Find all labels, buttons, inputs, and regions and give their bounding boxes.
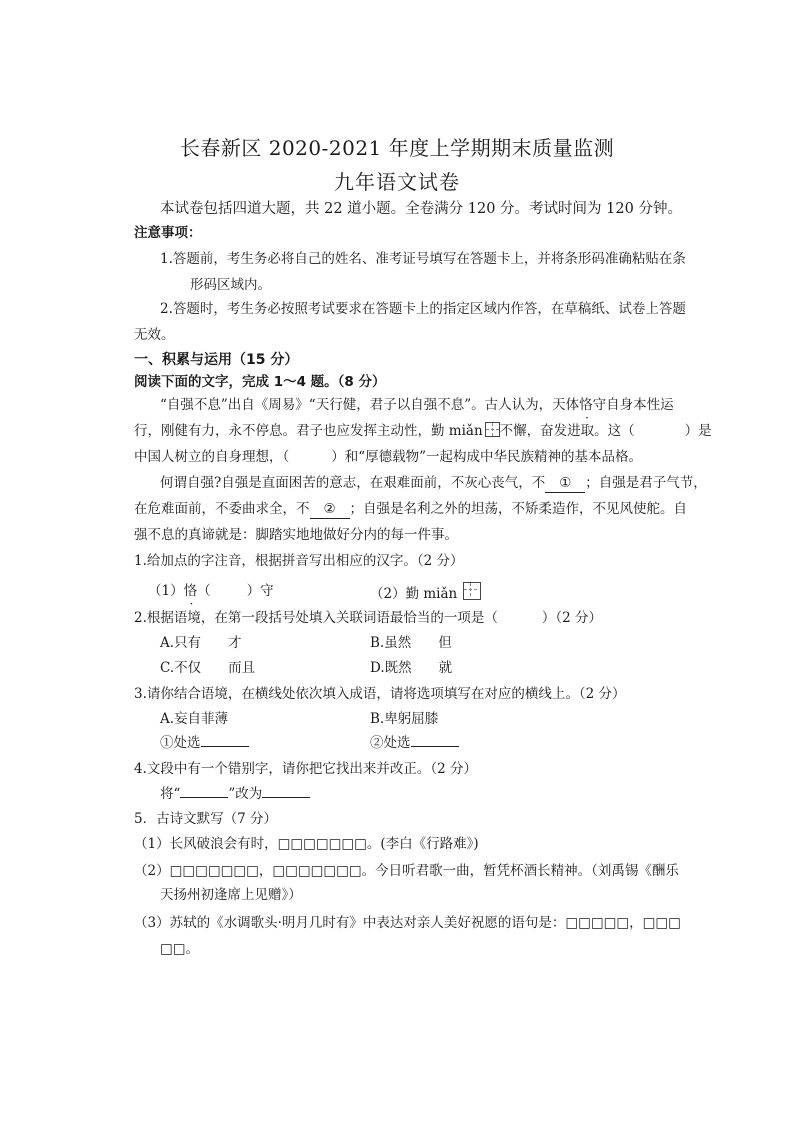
passage-p2-line1: 何谓自强?自强是直面困苦的意志，在艰难面前，不灰心丧气，不 ① ；自强是君子气节，: [160, 475, 707, 491]
exam-intro: 本试卷包括四道大题，共 22 道小题。全卷满分 120 分。考试时间为 120 分钟。: [160, 201, 682, 217]
dotted-char: 恪: [579, 397, 593, 413]
exam-subtitle: 九年语文试卷: [334, 170, 460, 194]
q5-sub-2: （2）□□□□□□□，□□□□□□□。今日听君歌一曲，暂凭杯酒长精神。（刘禹锡《酬乐: [134, 863, 679, 879]
q1-part-b: （2）勤 miǎn: [370, 582, 481, 603]
writing-grid-icon: [485, 422, 500, 437]
q2-option-d: D.既然 就: [370, 660, 453, 676]
q2-option-c: C.不仅 而且: [160, 660, 256, 676]
notice-item-1: 1.答题前，考生务必将自己的姓名、准考证号填写在答题卡上，并将条形码准确粘贴在条: [160, 251, 686, 267]
q3-fill-2: ②处选: [370, 734, 459, 752]
q1-part-a: （1）恪（ ）守: [148, 583, 274, 599]
exam-title: 长春新区 2020-2021 年度上学期期末质量监测: [179, 136, 615, 160]
q2-option-b: B.虽然 但: [370, 635, 452, 651]
q4-stem: 4.文段中有一个错别字，请你把它找出来并改正。（2 分）: [134, 761, 478, 777]
q3-option-a: A.妄自菲薄: [160, 711, 229, 727]
passage-p1-line2: 行，刚健有力，永不停息。君子也应发挥主动性，勤 miǎn 不懈，奋发进取。这（ ）是: [134, 423, 712, 439]
q5-stem: 5．古诗文默写（7 分）: [134, 811, 277, 827]
passage-p2-line3: 强不息的真谛就是：脚踏实地地做好分内的每一件事。: [134, 527, 458, 543]
notice-heading: 注意事项：: [134, 225, 202, 241]
q3-fill-1: ①处选: [160, 734, 249, 752]
writing-grid-icon: [463, 582, 481, 600]
q5-sub-2-cont: 天扬州初逢席上见赠》）: [160, 887, 302, 903]
notice-item-2: 2.答题时，考生务必按照考试要求在答题卡上的指定区域内作答，在草稿纸、试卷上答题: [160, 301, 686, 317]
passage-p1-line1: “自强不息”出自《周易》“天行健，君子以自强不息”。古人认为，天体恪守自身本性运: [160, 397, 674, 413]
notice-item-1-cont: 形码区域内。: [190, 277, 271, 293]
q3-option-b: B.卑躬屈膝: [370, 711, 439, 727]
q5-sub-3-cont: □□。: [160, 941, 200, 957]
q5-sub-3: （3）苏轼的《水调歌头·明月几时有》中表达对亲人美好祝愿的语句是：□□□□□，□□□: [134, 915, 681, 931]
passage-p1-line3: 中国人树立的自身理想，（ ）和“厚德载物”一起构成中华民族精神的基本品格。: [134, 449, 643, 465]
passage-p2-line2: 在危难面前，不委曲求全，不 ② ；自强是名利之外的坦荡，不矫柔造作，不见风使舵。自: [134, 501, 687, 517]
q2-option-a: A.只有 才: [160, 635, 242, 651]
section-1-instruction: 阅读下面的文字，完成 1～4 题。（8 分）: [134, 374, 386, 390]
q4-fill: 将“ ”改为: [160, 785, 310, 803]
q2-stem: 2.根据语境，在第一段括号处填入关联词语最恰当的一项是（ ）（2 分）: [134, 610, 603, 626]
blank-1: ①: [545, 474, 585, 493]
notice-item-2-cont: 无效。: [134, 327, 175, 343]
q5-sub-1: （1）长风破浪会有时，□□□□□□□。(李白《行路难》): [134, 836, 479, 852]
section-1-heading: 一、积累与运用（15 分）: [134, 352, 299, 368]
blank-2: ②: [310, 500, 350, 519]
q1-stem: 1.给加点的字注音，根据拼音写出相应的汉字。（2 分）: [134, 553, 464, 569]
q3-stem: 3.请你结合语境，在横线处依次填入成语，请将选项填写在对应的横线上。（2 分）: [134, 686, 626, 702]
